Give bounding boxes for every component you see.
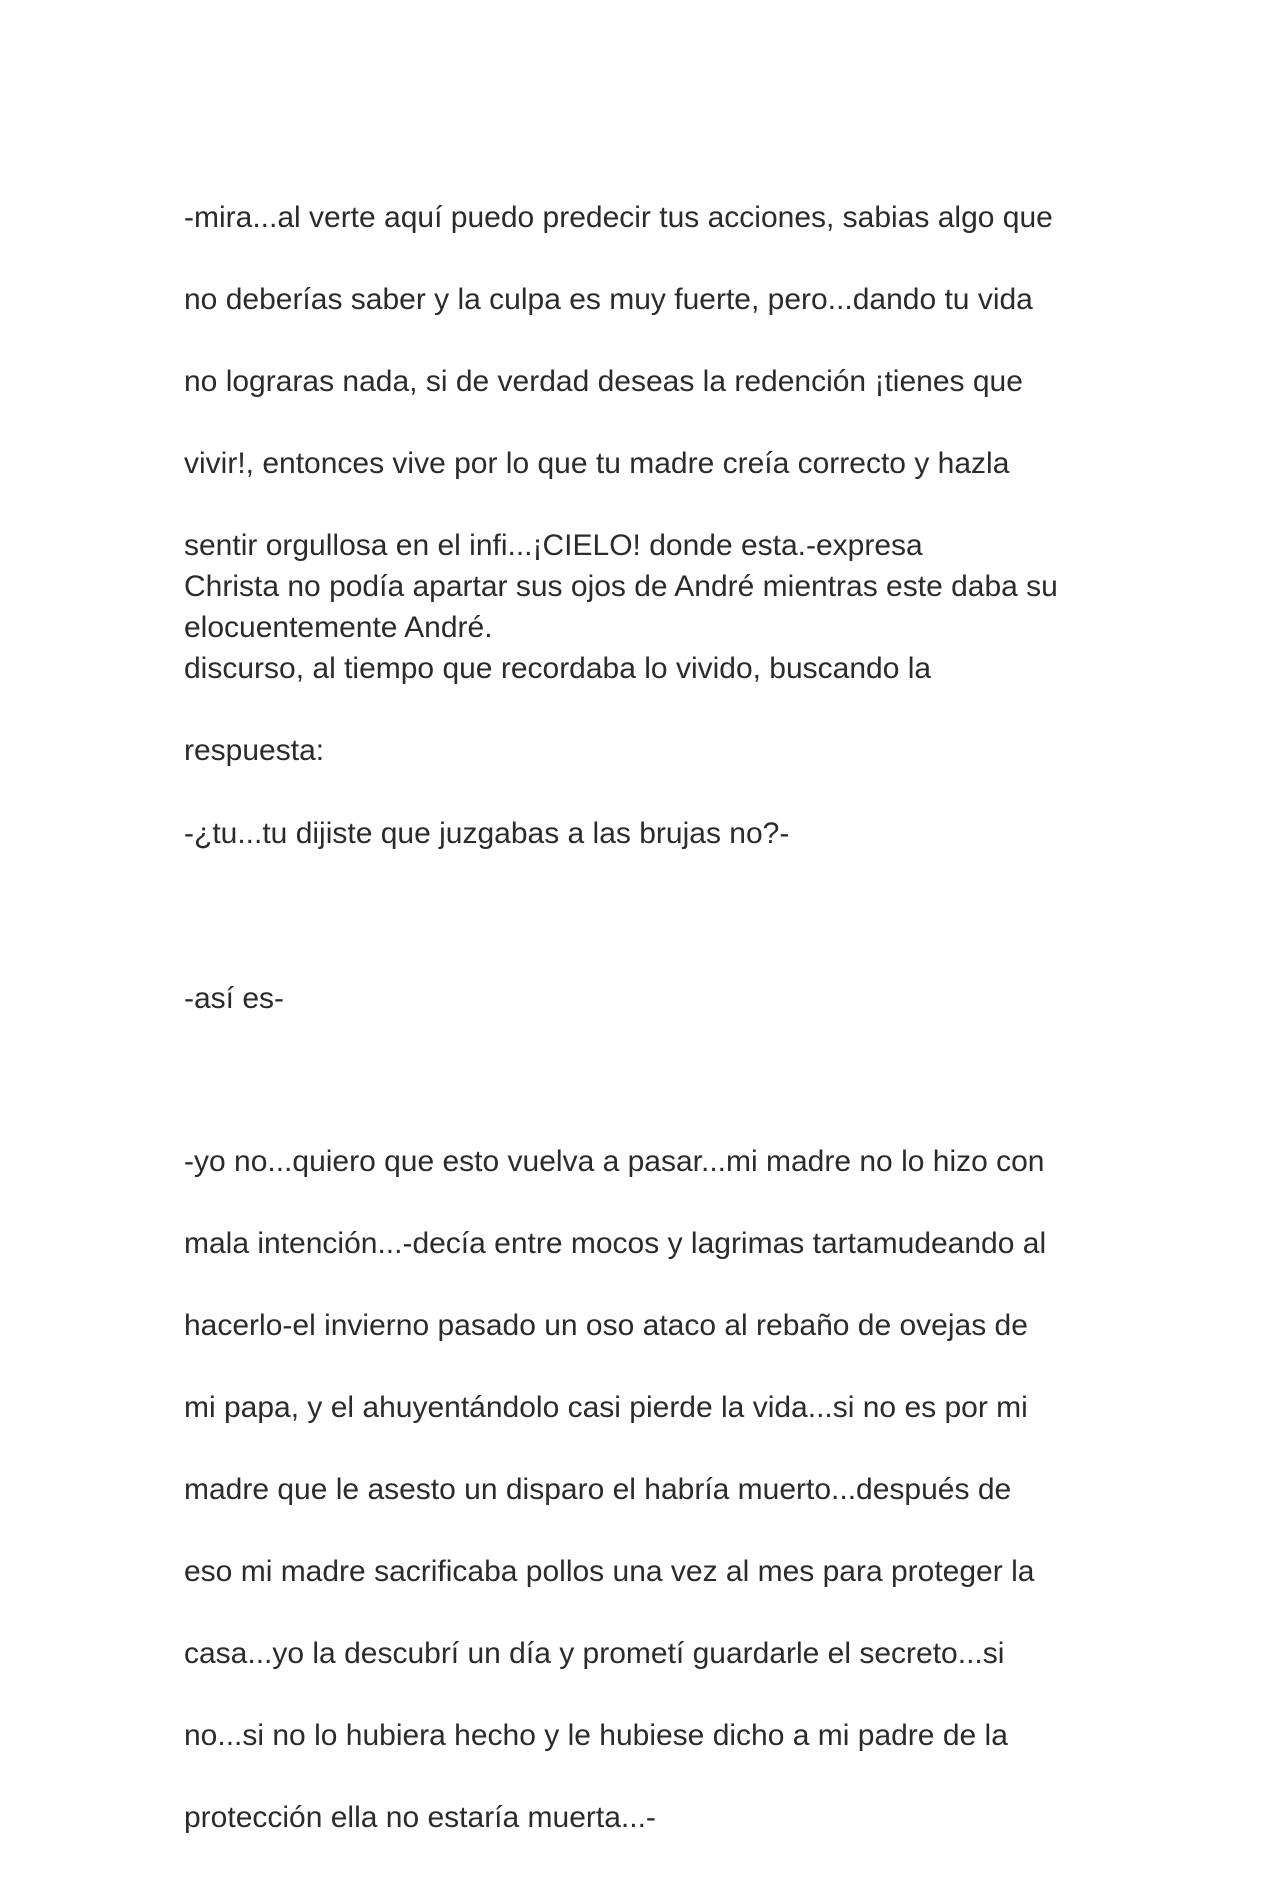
text-line: mi papa, y el ahuyentándolo casi pierde la vida...si no es por mi	[184, 1391, 1028, 1424]
text-line: hacerlo-el invierno pasado un oso ataco al rebaño de ovejas de	[184, 1309, 1028, 1342]
paragraph-christa-narration	[184, 525, 1124, 812]
text-line: eso mi madre sacrificaba pollos una vez al mes para proteger la	[184, 1555, 1035, 1588]
text-line: protección ella no estaría muerta...-	[184, 1801, 656, 1834]
text-line: casa...yo la descubrí un día y prometí guardarle el secreto...si	[184, 1637, 1005, 1670]
text-line: -yo no...quiero que esto vuelva a pasar...mi madre no lo hizo con	[184, 1145, 1045, 1178]
text-line: no...si no lo hubiera hecho y le hubiese dicho a mi padre de la	[184, 1719, 1008, 1752]
text-line: vivir!, entonces vive por lo que tu madre creía correcto y hazla	[184, 447, 1010, 480]
text-line: sentir orgullosa en el infi...¡CIELO! donde esta.-expresa	[184, 529, 923, 562]
text-line: -¿tu...tu dijiste que juzgabas a las brujas no?-	[184, 817, 790, 850]
text-line: Christa no podía apartar sus ojos de André mientras este daba su	[184, 570, 1058, 603]
text-line: -mira...al verte aquí puedo predecir tus acciones, sabias algo que	[184, 201, 1053, 234]
text-line: mala intención...-decía entre mocos y lagrimas tartamudeando al	[184, 1227, 1047, 1260]
text-line: -así es-	[184, 982, 285, 1015]
paragraph-christa-confession	[184, 1100, 1124, 1879]
text-line: madre que le asesto un disparo el habría muerto...después de	[184, 1473, 1012, 1506]
text-line: no lograras nada, si de verdad deseas la redención ¡tienes que	[184, 365, 1023, 398]
paragraph-christa-question	[184, 772, 1124, 895]
text-line: elocuentemente André.	[184, 611, 493, 644]
text-line: no deberías saber y la culpa es muy fuerte, pero...dando tu vida	[184, 283, 1033, 316]
paragraph-andre-answer	[184, 937, 1124, 1060]
text-line: respuesta:	[184, 734, 325, 767]
text-line: discurso, al tiempo que recordaba lo vivido, buscando la	[184, 652, 932, 685]
